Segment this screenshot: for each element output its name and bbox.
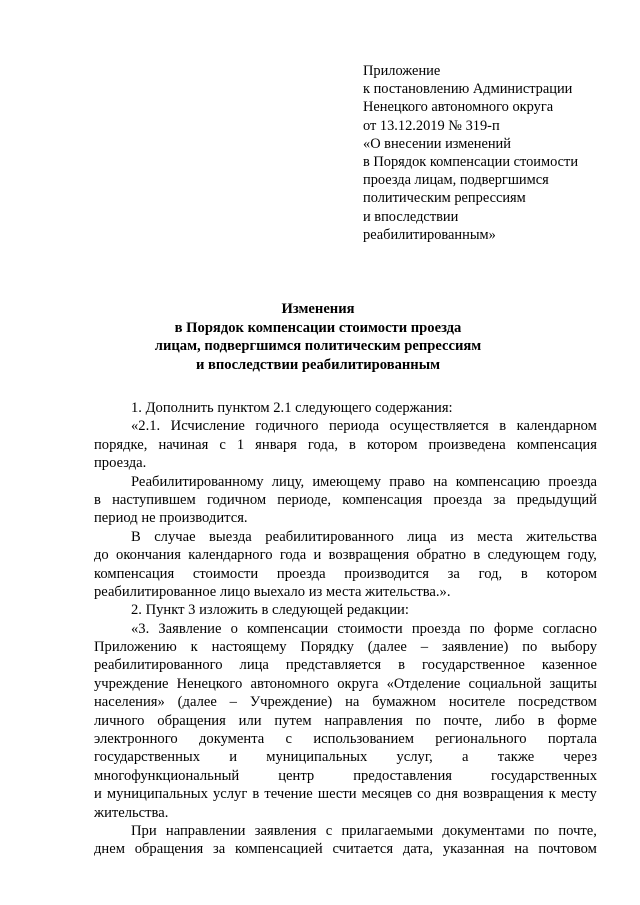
body-line-justified <box>94 417 597 435</box>
body-word: компенсация <box>342 491 423 508</box>
body-word: компенсация <box>516 436 597 453</box>
body-word: за <box>213 841 226 858</box>
body-word: года <box>279 547 307 564</box>
body-word: шести <box>317 786 357 803</box>
body-word: казенное <box>541 657 597 674</box>
body-word: в <box>349 436 356 453</box>
body-word: по <box>533 822 550 839</box>
body-word: почте, <box>443 712 483 729</box>
body-word: календарном <box>516 418 597 435</box>
justify-row <box>131 822 597 840</box>
attachment-line: политическим репрессиям <box>363 190 526 207</box>
body-word: компенсацию <box>455 473 541 490</box>
body-word: стоимости <box>337 620 403 637</box>
body-line-justified <box>94 730 597 748</box>
body-word: выбору <box>551 639 597 656</box>
body-word: компенсации <box>246 620 329 637</box>
body-word: о <box>230 620 238 637</box>
body-word: право <box>389 473 425 490</box>
justify-row <box>131 473 597 491</box>
body-word: с <box>219 436 226 453</box>
body-word: указанная <box>442 841 505 858</box>
body-word: (далее <box>367 639 407 656</box>
body-word: направлении <box>165 822 246 839</box>
attachment-line: проезда лицам, подвергшимся <box>363 172 549 189</box>
body-word: места <box>477 528 513 545</box>
attachment-line: к постановлению Администрации <box>363 81 573 98</box>
body-word: течение <box>264 786 313 803</box>
body-line-justified <box>94 528 597 546</box>
document-title <box>88 300 548 374</box>
body-word: путем <box>274 712 312 729</box>
body-word: форме <box>493 620 534 637</box>
body-word: посредством <box>518 694 597 711</box>
body-word: января <box>255 436 297 453</box>
body-word: Ненецкого <box>176 675 243 692</box>
body-word: в <box>252 786 260 803</box>
body-line-justified <box>94 565 597 583</box>
body-word: порядке, <box>94 436 148 453</box>
body-word: со <box>417 786 431 803</box>
body-word: и <box>94 786 102 803</box>
attachment-line: от 13.12.2019 № 319-п <box>363 117 500 134</box>
body-word: «Отделение <box>386 675 461 692</box>
body-word: «3. <box>131 620 150 637</box>
body-word: регионального <box>435 731 527 748</box>
body-word: социальной <box>468 675 542 692</box>
body-word: лицу, <box>271 473 305 490</box>
body-text: 2. Пункт 3 изложить в следующей редакции: <box>131 602 409 619</box>
body-word: Заявление <box>158 620 222 637</box>
body-word: к <box>548 786 556 803</box>
body-word: прилагаемыми <box>341 822 434 839</box>
body-word: настоящему <box>211 639 287 656</box>
body-word: Учреждение) <box>249 694 333 711</box>
body-word: месту <box>560 786 597 803</box>
body-line-justified <box>94 656 597 674</box>
body-word: годичном <box>206 491 267 508</box>
body-word: Исчисление <box>170 418 245 435</box>
body-word: через <box>563 749 597 766</box>
body-word: стоимости <box>192 565 259 582</box>
body-word: Приложению <box>94 639 177 656</box>
body-word: месяцев <box>361 786 413 803</box>
body-word: компенсацией <box>235 841 323 858</box>
body-word: (далее <box>177 694 217 711</box>
body-word: почте, <box>558 822 597 839</box>
body-word: «2.1. <box>131 418 161 435</box>
body-line-justified <box>94 822 597 840</box>
body-word: в <box>94 491 101 508</box>
body-word: по <box>522 639 538 656</box>
body-word: выезда <box>209 528 252 545</box>
title-line: и впоследствии реабилитированным <box>195 356 441 373</box>
body-word: случае <box>154 528 196 545</box>
body-word: в <box>537 712 545 729</box>
body-word: и <box>313 547 322 564</box>
body-word: документами <box>442 822 525 839</box>
body-word: днем <box>94 841 125 858</box>
body-word: использованием <box>313 731 414 748</box>
justify-row <box>131 620 597 638</box>
body-word: личного <box>94 712 145 729</box>
body-line <box>94 601 597 619</box>
body-line-justified <box>94 675 597 693</box>
body-word: Реабилитированному <box>131 473 264 490</box>
body-word: государственное <box>421 657 525 674</box>
body-line <box>94 399 597 417</box>
body-line <box>94 804 597 822</box>
justify-row <box>131 528 597 546</box>
body-word: календарного <box>188 547 273 564</box>
title-line: в Порядок компенсации стоимости проезда <box>174 319 462 336</box>
attachment-line: Ненецкого автономного округа <box>363 99 554 116</box>
body-line-justified <box>94 473 597 491</box>
body-text: период не производится. <box>94 510 248 527</box>
body-word: из <box>450 528 464 545</box>
body-word: на <box>514 841 529 858</box>
body-word: производится <box>344 565 429 582</box>
body-word: либо <box>494 712 525 729</box>
body-word: бумажном <box>372 694 436 711</box>
body-word: с <box>285 731 293 748</box>
body-word: по <box>469 620 485 637</box>
body-word: на <box>433 473 448 490</box>
body-word: считается <box>332 841 394 858</box>
justify-row <box>131 417 597 435</box>
body-word: до <box>94 547 109 564</box>
body-line-justified <box>94 785 597 803</box>
body-word: муниципальных <box>106 786 208 803</box>
body-word: начиная <box>158 436 209 453</box>
body-word: обратно <box>416 547 467 564</box>
body-line-justified <box>94 840 597 858</box>
attachment-line: и впоследствии <box>363 208 459 225</box>
body-line <box>94 509 597 527</box>
body-word: обращения <box>134 841 204 858</box>
body-line-justified <box>94 436 597 454</box>
body-line <box>94 583 597 601</box>
body-word: периода <box>328 418 380 435</box>
body-word: и <box>229 749 238 766</box>
body-word: годичного <box>255 418 319 435</box>
body-line-justified <box>94 693 597 711</box>
body-word: защиты <box>549 675 597 692</box>
body-word: дня <box>436 786 458 803</box>
body-word: Порядку <box>300 639 354 656</box>
body-word: форме <box>557 712 597 729</box>
body-word: заявление) <box>441 639 509 656</box>
body-word: проезда <box>433 491 483 508</box>
attachment-line: Приложение <box>363 63 441 79</box>
body-word: округа <box>337 675 379 692</box>
body-word: предоставления <box>353 767 452 784</box>
body-word: – <box>229 694 237 711</box>
body-word: год, <box>478 565 503 582</box>
body-line <box>94 454 597 472</box>
body-word: – <box>420 639 429 656</box>
body-word: имеющему <box>312 473 382 490</box>
body-word: государственных <box>490 767 597 784</box>
body-word: проезда <box>411 620 461 637</box>
body-word: проезда <box>276 565 326 582</box>
body-word: в <box>499 418 507 435</box>
body-word: лица <box>239 657 269 674</box>
body-word: государственных <box>94 749 201 766</box>
body-word: котором <box>546 565 597 582</box>
body-word: реабилитированного <box>94 657 223 674</box>
attachment-header <box>363 62 623 244</box>
body-word: услуг, <box>396 749 433 766</box>
body-text: реабилитированное лицо выехало из места жительства.». <box>94 583 451 600</box>
body-word: направления <box>324 712 403 729</box>
body-word: носителе <box>448 694 506 711</box>
body-word: к <box>190 639 198 656</box>
body-line-justified <box>94 546 597 564</box>
body-word: центр <box>278 767 315 784</box>
body-line-justified <box>94 767 597 785</box>
body-word: по <box>415 712 431 729</box>
title-line: лицам, подвергшимся политическим репрессиям <box>154 338 482 354</box>
body-word: году, <box>567 547 597 564</box>
body-word: дата, <box>402 841 434 858</box>
body-word: жительства <box>526 528 597 545</box>
body-word: в <box>520 565 528 582</box>
body-word: реабилитированного <box>265 528 394 545</box>
body-line-justified <box>94 712 597 730</box>
body-word: осуществляется <box>389 418 489 435</box>
body-word: наступившем <box>112 491 196 508</box>
body-word: населения» <box>94 694 165 711</box>
body-word: 1 <box>236 436 245 453</box>
body-word: возвращения <box>463 786 544 803</box>
body-line-justified <box>94 491 597 509</box>
body-word: При <box>131 822 157 839</box>
body-word: проезда <box>548 473 597 490</box>
body-word: электронного <box>94 731 178 748</box>
body-word: многофункциональный <box>94 767 240 784</box>
body-word: произведена <box>428 436 506 453</box>
attachment-line: «О внесении изменений <box>363 135 511 152</box>
body-word: учреждение <box>94 675 169 692</box>
body-word: года, <box>307 436 338 453</box>
body-word: возвращения <box>328 547 410 564</box>
body-word: периоде, <box>277 491 332 508</box>
body-word: с <box>325 822 333 839</box>
body-word: также <box>497 749 535 766</box>
body-word: портала <box>547 731 597 748</box>
document-body <box>94 399 597 859</box>
title-line: Изменения <box>281 301 355 317</box>
body-word: документа <box>198 731 265 748</box>
attachment-line: реабилитированным» <box>363 226 496 243</box>
body-word: окончания <box>116 547 181 564</box>
body-word: в <box>473 547 481 564</box>
body-word: за <box>493 491 506 508</box>
body-word: предыдущий <box>516 491 597 508</box>
body-word: В <box>131 528 141 545</box>
body-text: проезда. <box>94 455 147 472</box>
attachment-line: в Порядок компенсации стоимости <box>363 154 579 171</box>
body-word: почтовом <box>538 841 597 858</box>
body-word: заявления <box>254 822 317 839</box>
body-word: за <box>447 565 460 582</box>
body-word: в <box>398 657 406 674</box>
body-word: обращения <box>157 712 226 729</box>
body-word: услуг <box>212 786 248 803</box>
body-text: 1. Дополнить пунктом 2.1 следующего содержания: <box>131 400 453 416</box>
body-word: представляется <box>285 657 382 674</box>
body-word: следующем <box>487 547 561 564</box>
body-line-justified <box>94 748 597 766</box>
body-word: лица <box>407 528 437 545</box>
body-word: компенсация <box>94 565 175 582</box>
body-word: а <box>462 749 469 766</box>
body-line-justified <box>94 638 597 656</box>
body-line-justified <box>94 620 597 638</box>
body-word: или <box>238 712 262 729</box>
body-word: котором <box>366 436 418 453</box>
body-word: муниципальных <box>266 749 368 766</box>
body-word: согласно <box>542 620 597 637</box>
body-text: жительства. <box>94 804 169 821</box>
body-word: автономного <box>250 675 330 692</box>
body-word: на <box>345 694 360 711</box>
